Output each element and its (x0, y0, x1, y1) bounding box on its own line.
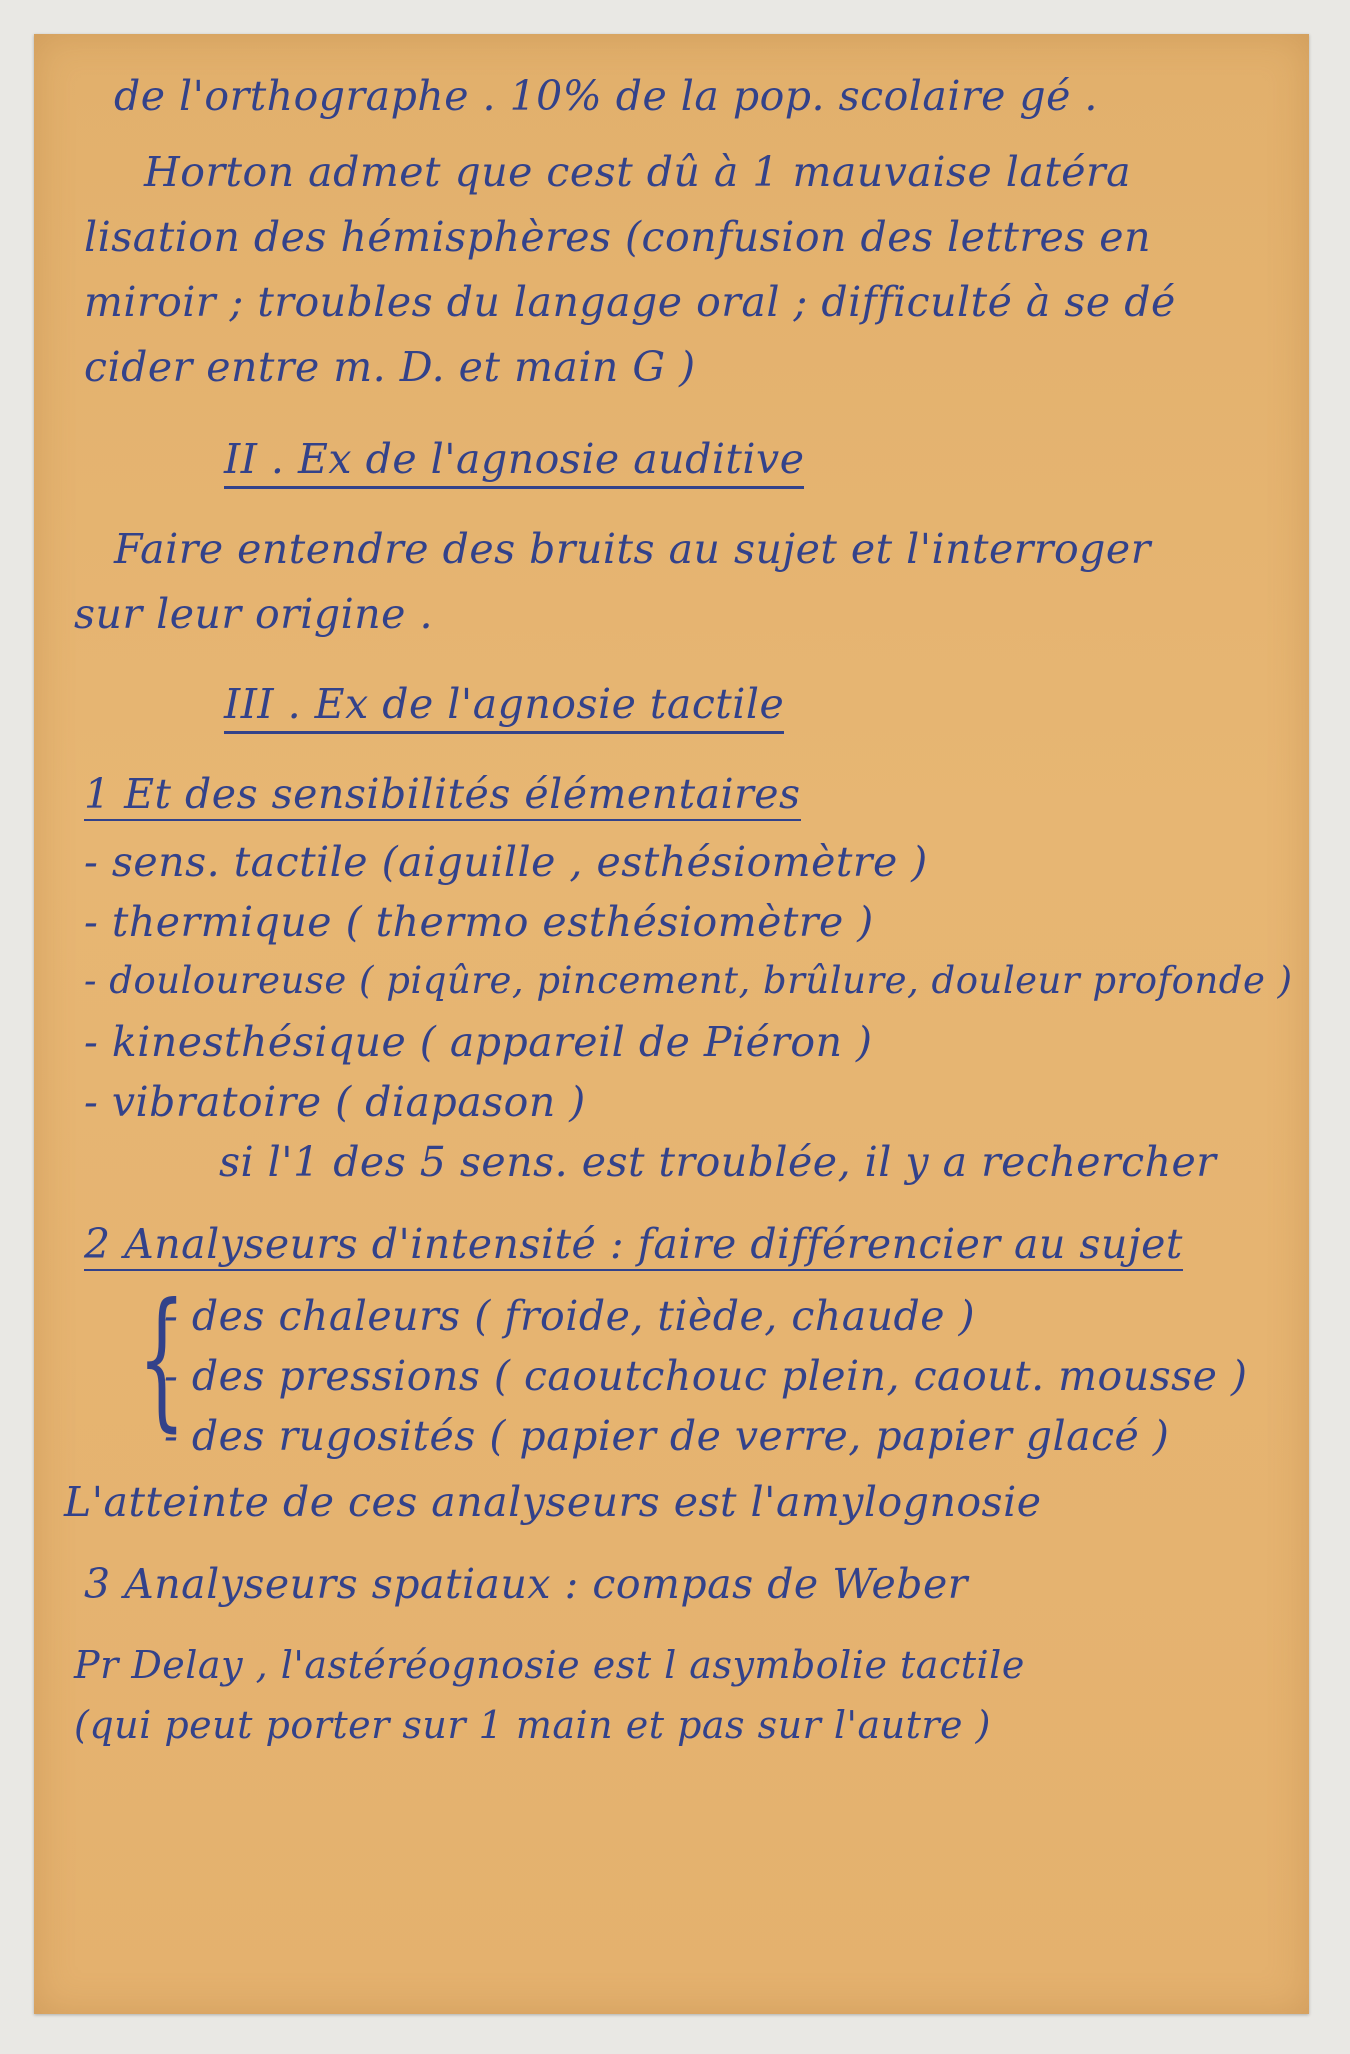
brace: { (137, 1272, 186, 1446)
text-line: lisation des hémisphères (confusion des lettres en (84, 213, 1151, 261)
text-line: L'atteinte de ces analyseurs est l'amylognosie (64, 1478, 1042, 1526)
text-line: de l'orthographe . 10% de la pop. scolaire gé . (114, 72, 1098, 120)
text-line: Faire entendre des bruits au sujet et l'interroger (114, 525, 1151, 573)
list-item: - thermique ( thermo esthésiomètre ) (84, 898, 874, 946)
subsection-heading: 2 Analyseurs d'intensité : faire différencier au sujet (84, 1224, 1183, 1271)
subsection-heading: 3 Analyseurs spatiaux : compas de Weber (84, 1560, 968, 1608)
paper-sheet (34, 34, 1309, 2014)
text-line: Pr Delay , l'astéréognosie est l asymbolie tactile (74, 1643, 1025, 1687)
list-item: - douloureuse ( piqûre, pincement, brûlure, douleur profonde ) (84, 959, 1293, 1002)
list-item: - kinesthésique ( appareil de Piéron ) (84, 1018, 873, 1066)
text-line: (qui peut porter sur 1 main et pas sur l'autre ) (74, 1703, 991, 1747)
text-line: sur leur origine . (74, 590, 433, 638)
list-item: - des rugosités ( papier de verre, papier glacé ) (164, 1412, 1170, 1460)
list-item: - vibratoire ( diapason ) (84, 1078, 586, 1126)
text-line: Horton admet que cest dû à 1 mauvaise latéra (144, 148, 1132, 196)
text-line: si l'1 des 5 sens. est troublée, il y a rechercher (219, 1138, 1217, 1186)
list-item: - sens. tactile (aiguille , esthésiomètre ) (84, 838, 928, 886)
text-line: miroir ; troubles du langage oral ; difficulté à se dé (84, 278, 1176, 326)
list-item: - des chaleurs ( froide, tiède, chaude ) (164, 1292, 976, 1340)
subsection-heading: 1 Et des sensibilités élémentaires (84, 774, 801, 821)
section-heading-iii: III . Ex de l'agnosie tactile (224, 684, 784, 734)
section-heading-ii: II . Ex de l'agnosie auditive (224, 439, 804, 489)
text-line: cider entre m. D. et main G ) (84, 343, 696, 391)
list-item: - des pressions ( caoutchouc plein, caout. mousse ) (164, 1352, 1248, 1400)
